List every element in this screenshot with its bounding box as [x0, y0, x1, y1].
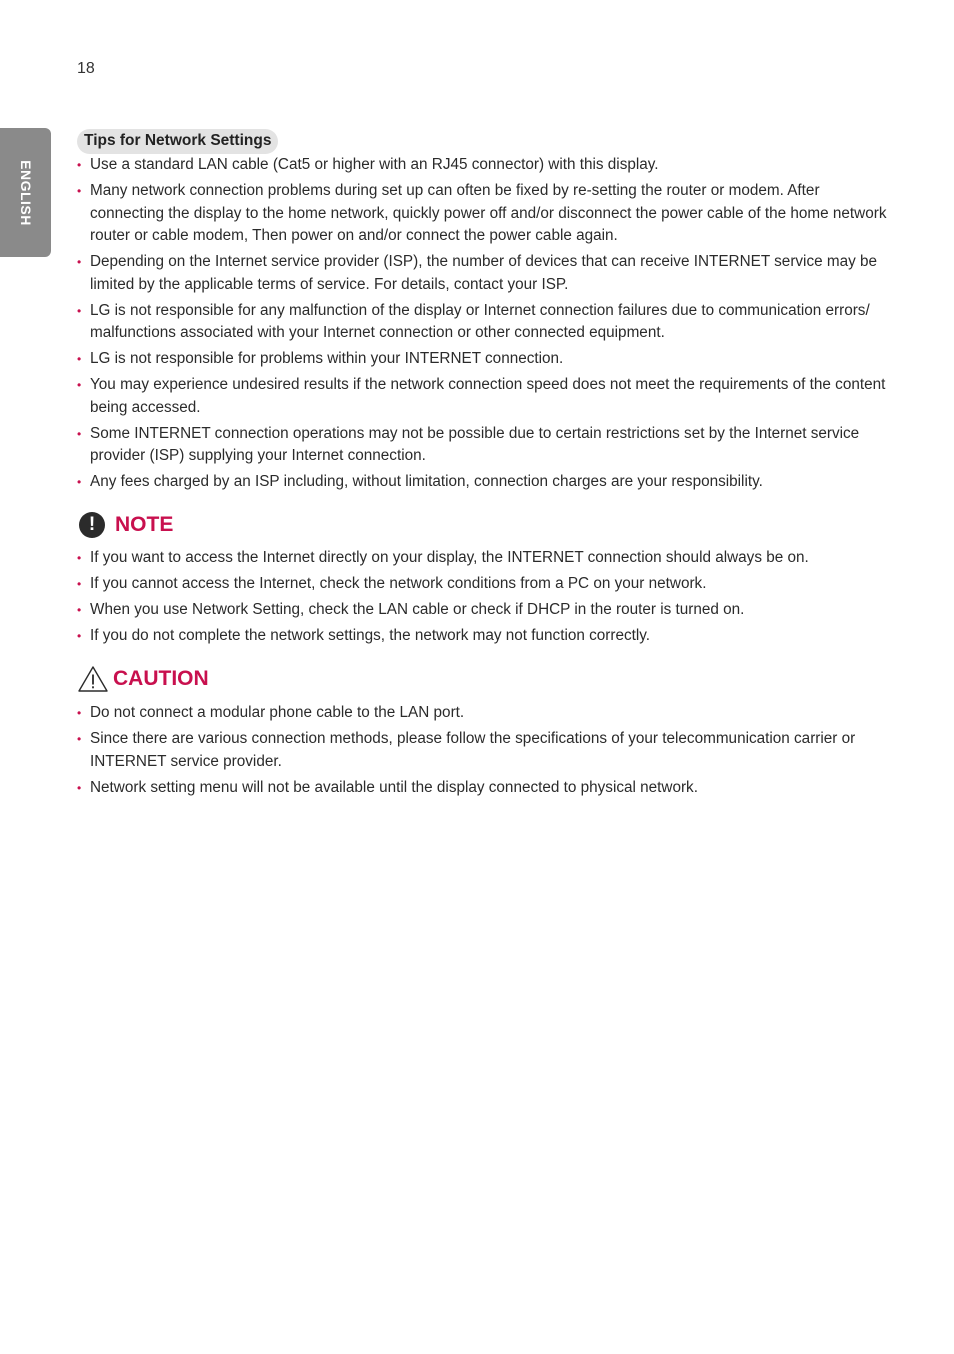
list-item: • Do not connect a modular phone cable to the LAN port.	[77, 702, 897, 725]
language-tab	[0, 128, 51, 257]
page-content	[77, 129, 897, 803]
caution-header	[77, 665, 897, 693]
language-tab-label: ENGLISH	[17, 159, 34, 226]
list-item: • Depending on the Internet service provider (ISP), the number of devices that can receive INTERNET service may be limited by the applicable terms of service. For details, contact your ISP.	[77, 251, 897, 296]
list-item: • Any fees charged by an ISP including, without limitation, connection charges are your responsibility.	[77, 471, 897, 494]
caution-list	[77, 702, 897, 799]
exclamation-icon: !	[79, 512, 105, 538]
warning-triangle-icon	[77, 665, 109, 693]
list-item: • When you use Network Setting, check the LAN cable or check if DHCP in the router is turned on.	[77, 599, 897, 622]
list-item: • Some INTERNET connection operations may not be possible due to certain restrictions set by the Internet service provider (ISP) supplying your Internet connection.	[77, 423, 897, 468]
list-item: • Use a standard LAN cable (Cat5 or higher with an RJ45 connector) with this display.	[77, 154, 897, 177]
note-title: NOTE	[115, 512, 174, 536]
list-item: • If you want to access the Internet directly on your display, the INTERNET connection should always be on.	[77, 547, 897, 570]
tips-list	[77, 154, 897, 494]
list-item: • LG is not responsible for any malfunction of the display or Internet connection failures due to communication errors/ malfunctions associated with your Internet connection or other connected equipment.	[77, 300, 897, 345]
list-item: • If you do not complete the network settings, the network may not function correctly.	[77, 625, 897, 648]
list-item: • LG is not responsible for problems within your INTERNET connection.	[77, 348, 897, 371]
tips-section	[77, 129, 897, 494]
section-heading: Tips for Network Settings	[77, 129, 278, 154]
list-item: • Network setting menu will not be available until the display connected to physical network.	[77, 777, 897, 800]
list-item: • Many network connection problems during set up can often be fixed by re-setting the router or modem. After connecting the display to the home network, quickly power off and/or disconnect the power cable of the home network router or cable modem, Then power on and/or connect the power cable again.	[77, 180, 897, 248]
list-item: • You may experience undesired results if the network connection speed does not meet the requirements of the content being accessed.	[77, 374, 897, 419]
note-list	[77, 547, 897, 648]
caution-title: CAUTION	[113, 667, 209, 690]
page-number: 18	[77, 60, 95, 77]
note-section	[77, 512, 897, 648]
note-header	[77, 512, 897, 538]
list-item: • If you cannot access the Internet, check the network conditions from a PC on your network.	[77, 573, 897, 596]
list-item: • Since there are various connection methods, please follow the specifications of your telecommunication carrier or INTERNET service provider.	[77, 728, 897, 773]
caution-section	[77, 665, 897, 799]
